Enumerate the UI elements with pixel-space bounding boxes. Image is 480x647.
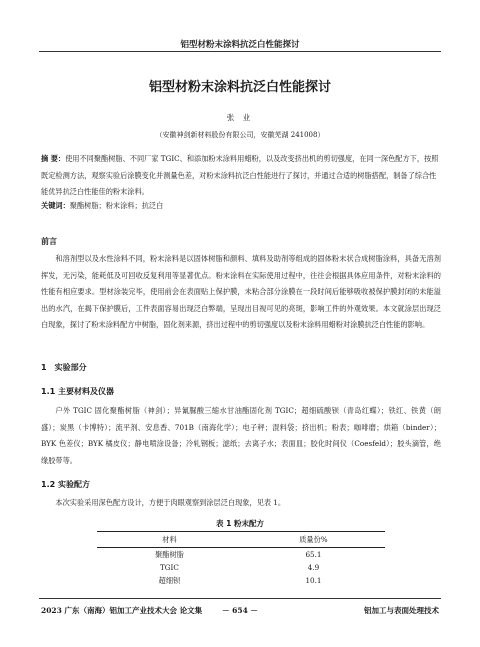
author: 张 业 xyxy=(226,113,254,122)
keywords-label: 关键词： xyxy=(41,201,70,210)
formula-paragraph: 本次实验采用深色配方设计，方便于肉眼观察到涂层泛白现象，见表 1。 xyxy=(55,498,286,507)
page-number: － 654 － xyxy=(222,606,258,615)
keywords-text: 聚酯树脂；粉末涂料；抗泛白 xyxy=(69,201,164,210)
table-cell: 4.9 xyxy=(307,563,320,572)
section-heading-1: 1 实验部分 xyxy=(41,363,87,372)
footer-journal: 铝加工与表面处理技术 xyxy=(364,606,439,615)
intro-heading: 前言 xyxy=(41,237,57,246)
running-head: 铝型材粉末涂料抗泛白性能探讨 xyxy=(180,40,300,50)
materials-paragraph: 户外 TGIC 固化聚酯树脂（神剑）；异氰脲酸三缩水甘油酯固化剂 TGIC；超细硫酸钡（青岛红蝶）；铁红、铁黄（朗盛）；炭黑（卡博特）；流平剂、安息香、701B（南海化学）；电子秤；混料袋；挤出机；粉表；咖啡磨；烘箱（binder）；BYK 色差仪；BYK 橘皮仪；静电喷涂设备；冷轧钢板；滤纸；去离子水；表面皿；胶化时间仪（Coesfeld）；胶头滴管，绝缘胶带等。 xyxy=(41,406,441,465)
abstract xyxy=(41,151,441,201)
abstract-label: 摘 要： xyxy=(41,154,66,163)
table-header-row xyxy=(97,532,385,548)
section-heading-1-1: 1.1 主要材料及仪器 xyxy=(41,387,114,396)
keywords xyxy=(41,198,441,215)
abstract-text: 使用不同聚酯树脂、不同厂家 TGIC、和添加粉末涂料用蜡粉，以及改变挤出机的剪切强度，在同一深色配方下，按照既定检测方法，观察实验后涂膜变化并测量色差，对粉末涂料抗泛白性能进行了探讨，并通过合适的树脂搭配，制备了综合性能优异抗泛白性能佳的粉末涂料。 xyxy=(41,154,439,196)
affiliation: （安徽神剑新材料股份有限公司，安徽芜湖 241008） xyxy=(155,131,325,139)
intro-paragraph: 和溶剂型以及水性涂料不同，粉末涂料是以固体树脂和颜料、填料及助剂等组成的固体粉末状合成树脂涂料，具备无溶剂挥发，无污染，能耗低及可回收反复利用等显著优点。粉末涂料在实际使用过程中，往往会根据具体应用条件，对粉末涂料的性能有相应要求。型材涂装完毕，使用前会在表面贴上保护膜，未粘合部分涂膜在一段时间后能够吸收被保护膜封闭的未能溢出的水汽，在揭下保护膜后，工件表面容易出现泛白弊端，呈现出目视可见的亮斑，影响工件的外观效果。本文就涂层出现泛白现象，探讨了粉末涂料配方中树脂，固化剂来源，挤出过程中的剪切强度以及粉末涂料用蜡粉对涂膜抗泛白性能的影响。 xyxy=(41,254,441,329)
table-header-material: 材料 xyxy=(97,532,242,548)
table-cell: 超细钡 xyxy=(158,575,181,585)
table-cell: 聚酯树脂 xyxy=(155,549,184,559)
table-row xyxy=(97,561,385,574)
table-cell: 65.1 xyxy=(305,550,322,559)
table-cell: TGIC xyxy=(160,563,179,572)
footer-proceedings: 2023 广东（南海）铝加工产业技术大会 论文集 xyxy=(41,606,203,615)
table-cell: 10.1 xyxy=(305,576,322,585)
formula-table xyxy=(97,531,385,587)
section-heading-1-2: 1.2 实验配方 xyxy=(41,480,90,489)
table-row xyxy=(97,574,385,587)
paper-title: 铝型材粉末涂料抗泛白性能探讨 xyxy=(148,80,331,95)
header-rule xyxy=(39,51,441,52)
table-caption: 表 1 粉末配方 xyxy=(216,519,264,528)
table-header-mass: 质量份% xyxy=(242,532,385,548)
table-row xyxy=(97,548,385,562)
footer-rule xyxy=(39,598,441,599)
